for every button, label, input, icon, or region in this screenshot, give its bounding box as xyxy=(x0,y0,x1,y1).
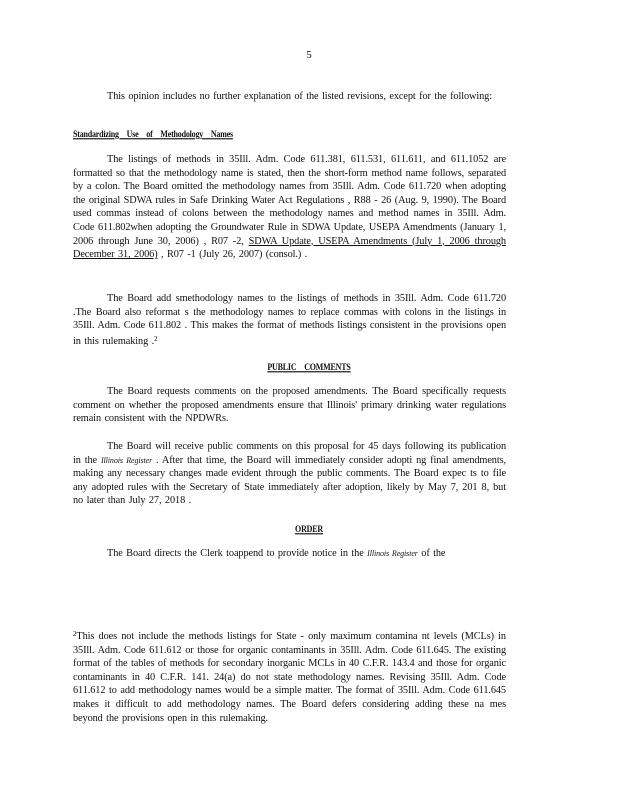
footnote-reference: 2 xyxy=(154,334,158,343)
public-comments-p2-end: . After that time, the Board will immediately consider adopti ng final amendments, making any necessary changes made evident through the public comments. The Board expec ts to file any adopted rules with the Secretary of State immediately after adoption, likely by May 7, 201 8, but no later than July 27, 2018 . xyxy=(73,454,506,507)
order-paragraph xyxy=(73,547,506,561)
intro-text: This opinion includes no further explanation of the listed revisions, except for the following: xyxy=(107,91,492,102)
public-comments-paragraph-1 xyxy=(73,385,506,426)
intro-paragraph xyxy=(73,90,506,104)
public-comments-p2-text: The Board will receive public comments on this proposal for 45 days following its publication in the xyxy=(73,441,506,466)
footnote-mark: 2 xyxy=(73,630,77,638)
public-comments-p1-text: The Board requests comments on the proposed amendments. The Board specifically requests comment on whether the proposed amendments ensure that Illinois' primary drinking water regulations remain consistent with the NPDWRs. xyxy=(73,386,506,425)
section-heading-standardizing: Standardizing Use of Methodology Names xyxy=(73,129,233,140)
page-number: 5 xyxy=(306,49,312,61)
order-illinois-register-italic: Illinois Register xyxy=(367,549,418,558)
footnote-text: This does not include the methods listings for State - only maximum contamina nt levels (MCLs) in 35Ill. Adm. Code 611.612 or those for organic contaminants in 35Ill. Adm. Code 611.645. The existing format of the tables of methods for secondary inorganic MCLs in 40 C.F.R. 143.4 and those for organic contaminants in 40 C.F.R. 141. 24(a) do not state methodology names. Revising 35Ill. Adm. Code 611.612 to add methodology names would be a simple matter. The format of 35Ill. Adm. Code 611.645 makes it difficult to add methodology names. The Board defers considering adding these na mes beyond the provisions open in this rulemaking. xyxy=(73,631,506,724)
illinois-register-italic: Illinois Register xyxy=(100,455,153,465)
standardizing-p1-text: The listings of methods in 35Ill. Adm. Code 611.381, 611.531, 611.611, and 611.1052 are formatted so that the methodology name is stated, then the short-form method name follows, separated by a colon. The Board omitted the methodology names from 35Ill. Adm. Code 611.720 when adopting the original SDWA rules in Safe Drinking Water Act Regulations , R88 - 26 (Aug. 9, 1990). The Board used commas instead of colons between the methodology names and method names in 35Ill. Adm. Code 611.802when adopting the Groundwater Rule in SDWA Update, USEPA Amendments (January 1, 2006 through June 30, 2006) , R07 -2, xyxy=(73,154,506,247)
public-comments-paragraph-2 xyxy=(73,440,506,508)
section-heading-public-comments: PUBLIC COMMENTS xyxy=(267,362,351,373)
order-text: The Board directs the Clerk toappend to provide notice in the xyxy=(107,548,368,559)
standardizing-p1-underlined: SDWA Update, USEPA Amendments (July 1, 2006 through December 31, 2006) xyxy=(73,235,506,261)
standardizing-paragraph-1 xyxy=(73,153,506,262)
order-text-end: of the xyxy=(417,548,446,559)
standardizing-p1-end: , R07 -1 (July 26, 2007) (consol.) . xyxy=(157,249,308,261)
standardizing-paragraph-2 xyxy=(73,292,506,348)
footnote xyxy=(73,628,506,725)
section-heading-order: ORDER xyxy=(295,524,323,535)
standardizing-p2-text: The Board add smethodology names to the listings of methods in 35Ill. Adm. Code 611.720 .The Board also reformat s the methodology names to replace commas with colons in the listings in 35Ill. Adm. Code 611.802 . This makes the format of methods listings consistent in the provisions open in this rulemaking . xyxy=(73,293,506,347)
